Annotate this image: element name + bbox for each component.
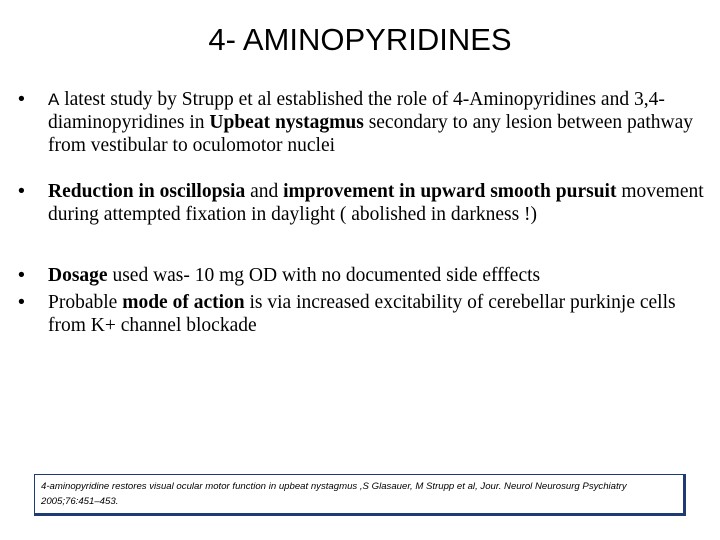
bullet-icon: • (18, 88, 25, 110)
bullet-bold-text: Upbeat nystagmus (209, 112, 364, 133)
citation-box: 4-aminopyridine restores visual ocular motor function in upbeat nystagmus ,S Glasauer, M Strupp et al, Jour. Neurol Neurosurg Psychiatry 2005;76:451–453. (34, 474, 686, 516)
bullet-bold-text: Reduction in oscillopsia (48, 181, 246, 202)
bullet-text: secondary to any lesion between pathway from vestibular to oculomotor nuclei (48, 112, 694, 156)
bullet-text: latest study by Strupp et al established the role of 4-Aminopyridines and 3,4-diaminopyridines in (48, 89, 665, 133)
bullet-icon: • (18, 291, 25, 313)
bullet-text: and (245, 181, 284, 202)
bullet-bold-text: improvement in upward smooth pursuit (283, 181, 617, 202)
bullet-item (18, 180, 708, 264)
bullet-icon: • (18, 264, 25, 286)
slide-title: 4- AMINOPYRIDINES (208, 22, 512, 57)
bullet-icon: • (18, 180, 25, 202)
bullet-item (18, 291, 708, 337)
bullet-lead-letter: A (48, 90, 60, 109)
bullet-text: Probable (48, 292, 123, 313)
bullet-text: used was- 10 mg OD with no documented side efffects (107, 265, 541, 286)
bullet-text: is via increased excitability of cerebellar purkinje cells from K+ channel blockade (48, 292, 676, 336)
bullet-list (18, 88, 708, 337)
bullet-item (18, 264, 708, 291)
bullet-bold-text: mode of action (122, 292, 245, 313)
bullet-text: movement during attempted fixation in daylight ( abolished in darkness !) (48, 181, 704, 225)
bullet-item (18, 88, 708, 180)
bullet-bold-text: Dosage (48, 265, 108, 286)
